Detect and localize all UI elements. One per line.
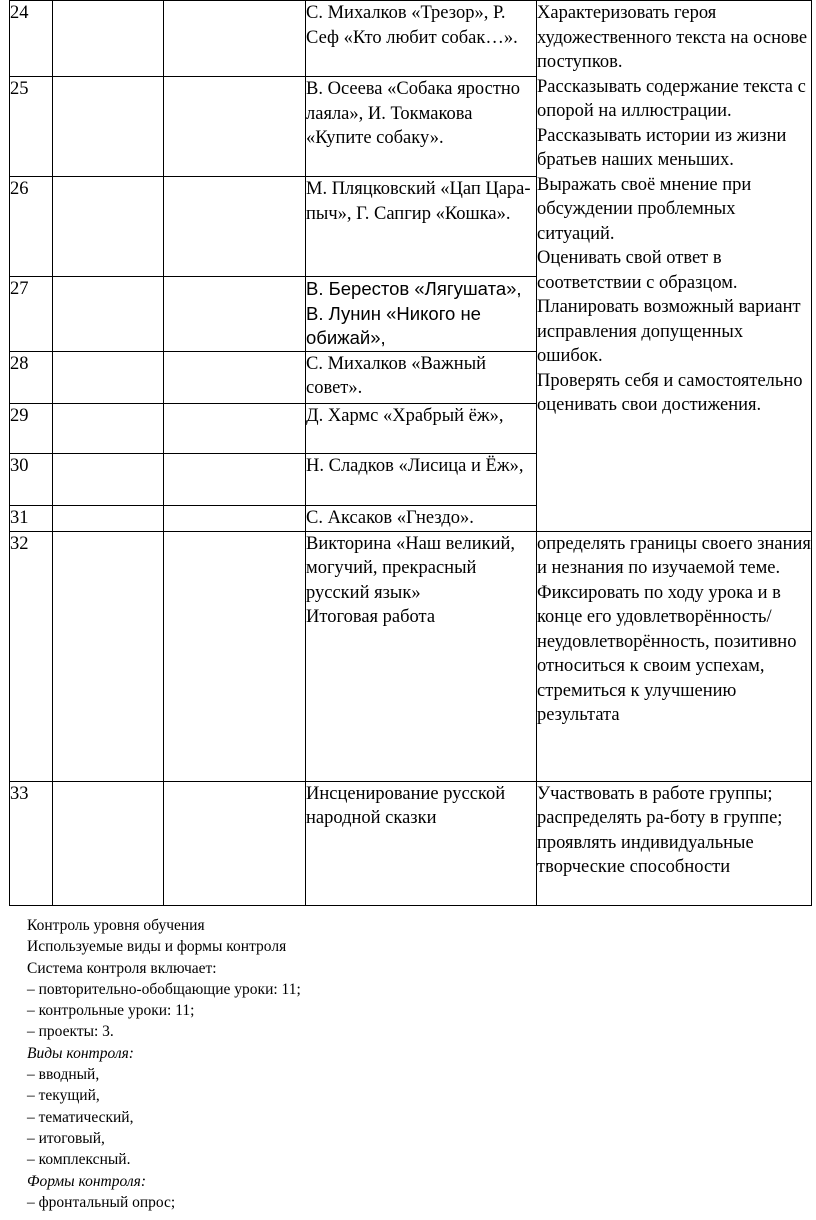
list-item: – проекты: 3. xyxy=(27,1023,114,1041)
section-heading: Контроль уровня обучения xyxy=(27,917,205,934)
empty-cell xyxy=(53,781,164,905)
empty-cell xyxy=(53,453,164,505)
activity-item: определять границы своего знания и незнания по изучаемой теме. xyxy=(537,533,811,578)
empty-cell xyxy=(164,277,306,352)
lesson-topic: Н. Сладков «Лисица и Ёж», xyxy=(306,453,537,505)
lesson-number: 28 xyxy=(10,351,53,403)
empty-cell xyxy=(53,531,164,781)
learning-activities-cell xyxy=(537,781,812,905)
empty-cell xyxy=(164,351,306,403)
list-item: – контрольные уроки: 11; xyxy=(27,1002,195,1020)
empty-cell xyxy=(53,351,164,403)
activity-item: Рассказывать содержание текста с опорой на иллюстрации. xyxy=(537,76,806,121)
lesson-topic: Д. Хармс «Храбрый ёж», xyxy=(306,403,537,453)
empty-cell xyxy=(164,781,306,905)
empty-cell xyxy=(164,403,306,453)
empty-cell xyxy=(53,403,164,453)
lesson-number: 33 xyxy=(10,781,53,905)
lesson-topic: С. Аксаков «Гнездо». xyxy=(306,505,537,531)
activity-item: Фиксировать по ходу урока и в конце его удовлетворённость/ неудовлетворённость, позитивно относиться к своим успехам, стремиться к улучшению результата xyxy=(537,582,797,725)
list-item: – вводный, xyxy=(27,1066,100,1084)
lesson-number: 30 xyxy=(10,453,53,505)
lesson-topic: С. Михалков «Важный совет». xyxy=(306,351,537,403)
empty-cell xyxy=(164,453,306,505)
lesson-number: 24 xyxy=(10,1,53,77)
empty-cell xyxy=(53,505,164,531)
list-item: – фронтальный опрос; xyxy=(27,1193,176,1211)
lesson-number: 32 xyxy=(10,531,53,781)
learning-activities-cell xyxy=(537,1,812,532)
lesson-number: 26 xyxy=(10,177,53,277)
table-row xyxy=(10,531,812,781)
lesson-topic: С. Михалков «Трезор», Р. Сеф «Кто любит собак…». xyxy=(306,1,537,77)
empty-cell xyxy=(164,505,306,531)
list-item: – текущий, xyxy=(27,1087,100,1105)
text-line: Система контроля включает: xyxy=(27,959,217,977)
control-section xyxy=(27,915,301,1213)
activity-item: Участвовать в работе группы; распределять ра-боту в группе; проявлять индивидуальные творческие способности xyxy=(537,783,783,877)
activity-item: Проверять себя и самостоятельно оценивать свои достижения. xyxy=(537,370,803,415)
activity-item: Характеризовать героя художественного текста на основе поступков. xyxy=(537,3,808,72)
lesson-topic: Инсценирование русской народной сказки xyxy=(306,781,537,905)
table-row xyxy=(10,1,812,77)
empty-cell xyxy=(164,1,306,77)
lesson-number: 25 xyxy=(10,77,53,177)
list-item: – тематический, xyxy=(27,1108,134,1126)
lesson-number: 27 xyxy=(10,277,53,352)
lesson-topic: В. Осеева «Собака яростно лаяла», И. Токмакова «Купите собаку». xyxy=(306,77,537,177)
learning-activities-cell xyxy=(537,531,812,781)
section-heading: Используемые виды и формы контроля xyxy=(27,938,287,956)
list-item: – повторительно-обобщающие уроки: 11; xyxy=(27,980,301,998)
activity-item: Рассказывать истории из жизни братьев наших меньших. xyxy=(537,125,787,170)
subheading: Формы контроля: xyxy=(27,1172,146,1190)
activity-item: Планировать возможный вариант исправления допущенных ошибок. xyxy=(537,297,801,366)
lesson-number: 29 xyxy=(10,403,53,453)
empty-cell xyxy=(53,77,164,177)
empty-cell xyxy=(164,177,306,277)
lesson-topic: Викторина «Наш великий, могучий, прекрасный русский язык» Итоговая работа xyxy=(306,531,537,781)
activity-item: Выражать своё мнение при обсуждении проблемных ситуаций. xyxy=(537,174,752,244)
lesson-topic: В. Берестов «Лягушата», В. Лунин «Никого не обижай», xyxy=(306,277,537,352)
empty-cell xyxy=(53,177,164,277)
table-row xyxy=(10,781,812,905)
list-item: – итоговый, xyxy=(27,1129,105,1147)
list-item: – комплексный. xyxy=(27,1151,131,1169)
empty-cell xyxy=(164,531,306,781)
lesson-plan-table xyxy=(9,0,812,906)
empty-cell xyxy=(53,277,164,352)
empty-cell xyxy=(164,77,306,177)
lesson-number: 31 xyxy=(10,505,53,531)
empty-cell xyxy=(53,1,164,77)
lesson-topic: М. Пляцковский «Цап Цара-пыч», Г. Сапгир «Кошка». xyxy=(306,177,537,277)
activity-item: Оценивать свой ответ в соответствии с образцом. xyxy=(537,248,738,293)
subheading: Виды контроля: xyxy=(27,1044,134,1062)
